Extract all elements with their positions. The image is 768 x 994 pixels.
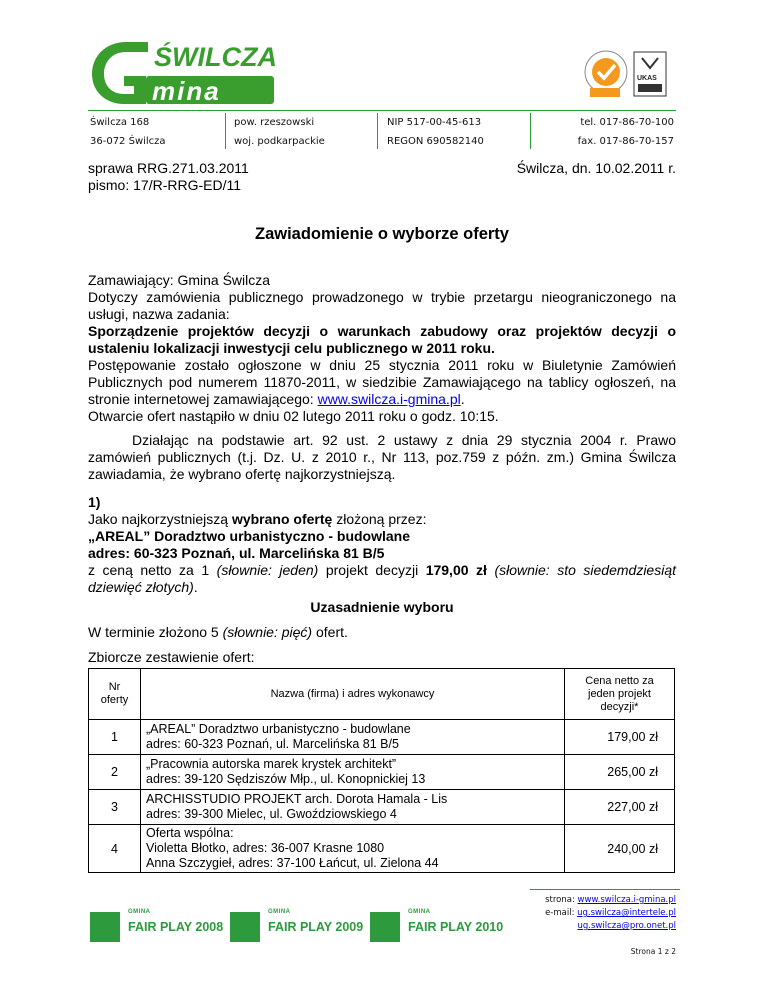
selected-company: „AREAL” Doradztwo urbanistyczno - budowlane (88, 528, 411, 544)
row-contractor: Oferta wspólna: Violetta Błotko, adres: 36-007 Krasne 1080 Anna Szczygieł, adres: 37-100 Łańcut, ul. Zielona 44 (141, 825, 565, 873)
fair-play-2009-badge: GMINA FAIR PLAY 2009 (230, 906, 370, 946)
footer-website: strona: www.swilcza.i-gmina.pl (545, 895, 676, 905)
svg-text:UKAS: UKAS (637, 75, 657, 82)
header-nr: Nr oferty (89, 669, 141, 720)
row-contractor: ARCHISSTUDIO PROJEKT arch. Dorota Hamala - Lis adres: 39-300 Mielec, ul. Gwoździowskiego 4 (141, 790, 565, 825)
legal-basis: Działając na podstawie art. 92 ust. 2 ustawy z dnia 29 stycznia 2004 r. Prawo zamówień publicznych (t.j. Dz. U. z 2010 r., Nr 113, poz.759 z późn. zm.) Gmina Świlcza zawiadamia, że wybrano ofertę najkorzystniejszą. (88, 432, 676, 482)
table-header-row (89, 669, 675, 720)
page-title: Zawiadomienie o wyborze oferty (255, 225, 509, 243)
header-divider (377, 113, 378, 149)
selected-address: adres: 60-323 Poznań, ul. Marcelińska 81 B/5 (88, 545, 385, 561)
row-nr: 4 (89, 825, 141, 873)
header-tax-ids: NIP 517-00-45-613 REGON 690582140 (387, 117, 484, 147)
footer-email-link-2[interactable]: ug.swilcza@pro.onet.pl (577, 921, 676, 931)
fair-play-2010-badge: GMINA FAIR PLAY 2010 (370, 906, 510, 946)
svg-text:mina: mina (152, 76, 221, 106)
selection-number: 1) (88, 494, 101, 510)
header-address: Świlcza 168 36-072 Świlcza (90, 117, 166, 147)
check-icon (370, 912, 400, 942)
summary-label: Zbiorcze zestawienie ofert: (88, 649, 255, 665)
footer-email: e-mail: ug.swilcza@intertele.pl (545, 908, 676, 918)
website-link[interactable]: www.swilcza.i-gmina.pl (317, 391, 461, 407)
certification-icon (582, 48, 672, 100)
table-row (89, 790, 675, 825)
case-number: sprawa RRG.271.03.2011 (88, 160, 249, 176)
task-name: Sporządzenie projektów decyzji o warunkach zabudowy oraz projektów decyzji o ustaleniu lokalizacji inwestycji celu publicznego w 2011 roku. (88, 323, 676, 356)
header-divider (225, 113, 226, 149)
table-row (89, 720, 675, 755)
table-row (89, 755, 675, 790)
row-price: 240,00 zł (565, 825, 675, 873)
header-name: Nazwa (firma) i adres wykonawcy (141, 669, 565, 720)
row-contractor: „AREAL” Doradztwo urbanistyczno - budowlane adres: 60-323 Poznań, ul. Marcelińska 81 B/5 (141, 720, 565, 755)
offers-table (88, 668, 675, 873)
selected-price: z ceną netto za 1 (słownie: jeden) projekt decyzji 179,00 zł (słownie: sto siedemdziesiąt dziewięć złotych). (88, 562, 676, 595)
check-icon (230, 912, 260, 942)
svg-text:ŚWILCZA: ŚWILCZA (154, 42, 277, 72)
justification-heading: Uzasadnienie wyboru (310, 599, 454, 615)
page-number: Strona 1 z 2 (630, 947, 676, 956)
offer-count: W terminie złożono 5 (słownie: pięć) ofert. (88, 624, 348, 640)
header-contacts: tel. 017-86-70-100 fax. 017-86-70-157 (577, 117, 674, 147)
place-date: Świlcza, dn. 10.02.2011 r. (516, 160, 676, 176)
check-icon (90, 912, 120, 942)
row-nr: 2 (89, 755, 141, 790)
row-contractor: „Pracownia autorska marek krystek architekt” adres: 39-120 Sędziszów Młp., ul. Konopnickiej 13 (141, 755, 565, 790)
header-divider (530, 113, 531, 149)
letter-number: pismo: 17/R-RRG-ED/11 (88, 177, 242, 193)
selection-lead: Jako najkorzystniejszą wybrano ofertę złożoną przez: (88, 511, 427, 527)
ordering-party: Zamawiający: Gmina Świlcza (88, 272, 271, 288)
footer-rule (530, 889, 680, 890)
footer-email-link-1[interactable]: ug.swilcza@intertele.pl (577, 908, 676, 918)
row-price: 265,00 zł (565, 755, 675, 790)
row-price: 179,00 zł (565, 720, 675, 755)
row-nr: 3 (89, 790, 141, 825)
header-top-rule (88, 110, 676, 111)
row-price: 227,00 zł (565, 790, 675, 825)
concerns-text: Dotyczy zamówienia publicznego prowadzonego w trybie przetargu nieograniczonego na usługi, nazwa zadania: (88, 289, 676, 322)
fair-play-2008-badge: GMINA FAIR PLAY 2008 (90, 906, 230, 946)
table-row (89, 825, 675, 873)
footer-website-link[interactable]: www.swilcza.i-gmina.pl (577, 895, 676, 905)
header-district: pow. rzeszowski woj. podkarpackie (234, 117, 325, 147)
intro-section (88, 272, 676, 425)
gmina-swilcza-logo (88, 36, 278, 108)
footer-email-2 (578, 920, 677, 932)
announcement-text: Postępowanie zostało ogłoszone w dniu 25 stycznia 2011 roku w Biuletynie Zamówień Publicznych pod numerem 11870-2011, w siedzibie Zamawiającego na tablicy ogłoszeń, na stronie internetowej zamawiającego: www.swilcza.i-gmina.pl. (88, 357, 676, 407)
row-nr: 1 (89, 720, 141, 755)
opening-text: Otwarcie ofert nastąpiło w dniu 02 lutego 2011 roku o godz. 10:15. (88, 408, 499, 424)
header-price: Cena netto za jeden projekt decyzji* (565, 669, 675, 720)
selection-section (88, 494, 676, 596)
